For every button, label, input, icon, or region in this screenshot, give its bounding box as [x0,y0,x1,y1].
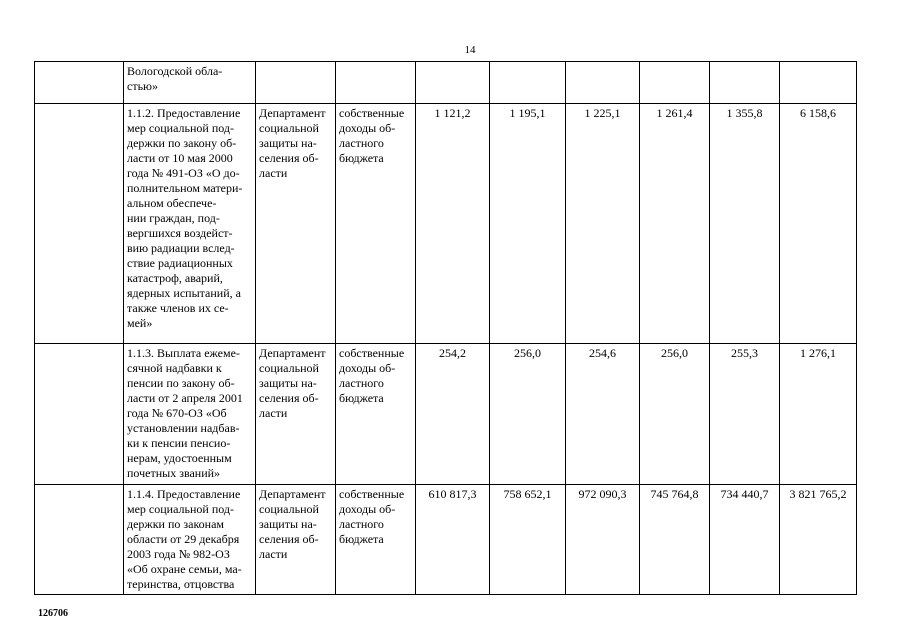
value-cell [710,62,780,104]
funding-source-cell: собственные доходы об- ластного бюджета [336,344,416,485]
value-cell: 745 764,8 [640,485,710,595]
empty-cell [35,344,124,485]
value-cell: 256,0 [640,344,710,485]
total-cell: 1 276,1 [780,344,857,485]
value-cell: 254,6 [566,344,640,485]
value-cell [416,62,490,104]
empty-cell [35,62,124,104]
value-cell: 1 225,1 [566,104,640,344]
measure-name-cell: 1.1.4. Предоставление мер социальной под- держки по законам области от 29 декабря 2003 года № 982-ОЗ «Об охране семьи, ма- теринства, отцовства [124,485,256,595]
table-row [35,62,857,104]
total-cell: 6 158,6 [780,104,857,344]
value-cell: 972 090,3 [566,485,640,595]
total-cell: 3 821 765,2 [780,485,857,595]
table-row [35,104,857,344]
value-cell: 256,0 [490,344,566,485]
value-cell: 1 121,2 [416,104,490,344]
measure-name-cell: Вологодской обла- стью» [124,62,256,104]
document-code: 126706 [38,608,68,619]
value-cell: 1 261,4 [640,104,710,344]
department-cell: Департамент социальной защиты на- селения об- ласти [256,344,336,485]
value-cell: 758 652,1 [490,485,566,595]
value-cell [490,62,566,104]
total-cell [780,62,857,104]
value-cell: 254,2 [416,344,490,485]
page-number: 14 [464,44,476,56]
department-cell [256,62,336,104]
value-cell [640,62,710,104]
department-cell: Департамент социальной защиты на- селения об- ласти [256,485,336,595]
table-row [35,485,857,595]
funding-source-cell: собственные доходы об- ластного бюджета [336,485,416,595]
table-row [35,344,857,485]
value-cell [566,62,640,104]
measure-name-cell: 1.1.2. Предоставление мер социальной под- держки по закону об- ласти от 10 мая 2000 года № 491-ОЗ «О до- полнительном матери- альном обеспече- нии граждан, под- вергшихся воздейст- вию радиации вслед- ствие радиационных катастроф, аварий, ядерных испытаний, а также членов их се- мей» [124,104,256,344]
department-cell: Департамент социальной защиты на- селения об- ласти [256,104,336,344]
measure-name-cell: 1.1.3. Выплата ежеме- сячной надбавки к пенсии по закону об- ласти от 2 апреля 2001 года № 670-ОЗ «Об установлении надбав- ки к пенсии пенсио- нерам, удостоенным почетных званий» [124,344,256,485]
value-cell: 1 355,8 [710,104,780,344]
empty-cell [35,485,124,595]
value-cell: 1 195,1 [490,104,566,344]
empty-cell [35,104,124,344]
funding-source-cell [336,62,416,104]
budget-table [34,61,857,595]
value-cell: 610 817,3 [416,485,490,595]
value-cell: 734 440,7 [710,485,780,595]
value-cell: 255,3 [710,344,780,485]
funding-source-cell: собственные доходы об- ластного бюджета [336,104,416,344]
